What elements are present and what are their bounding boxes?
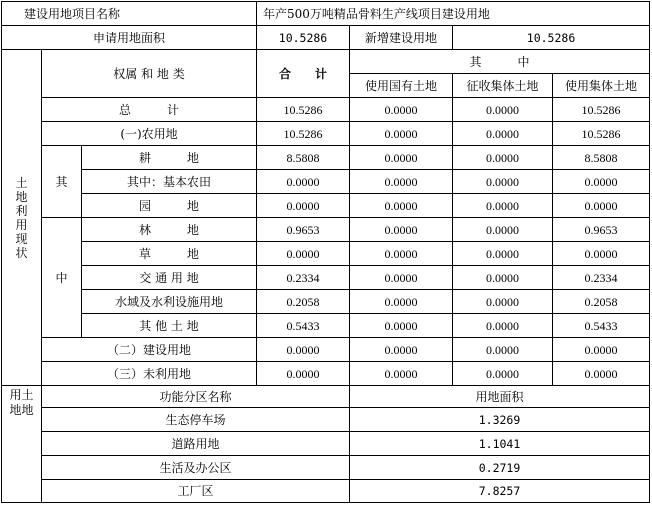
zone-area: 1.3269 — [350, 408, 650, 432]
table-row — [2, 194, 650, 218]
land-status-side-label — [2, 50, 42, 386]
row-label: 园 地 — [82, 194, 257, 218]
cell-collect: 0.0000 — [453, 266, 553, 290]
project-name-row — [2, 2, 650, 26]
cell-total: 0.0000 — [257, 338, 350, 362]
cell-total: 0.0000 — [257, 194, 350, 218]
cell-total: 0.0000 — [257, 242, 350, 266]
cell-total: 0.2334 — [257, 266, 350, 290]
cell-collective: 0.0000 — [553, 362, 650, 386]
cell-collect: 0.0000 — [453, 194, 553, 218]
cell-collective: 0.5433 — [553, 314, 650, 338]
cell-state: 0.0000 — [350, 122, 453, 146]
cell-collective: 0.0000 — [553, 194, 650, 218]
cell-state: 0.0000 — [350, 290, 453, 314]
table-row — [2, 218, 650, 242]
cell-total: 10.5286 — [257, 122, 350, 146]
cell-state: 0.0000 — [350, 194, 453, 218]
cell-collective: 0.2334 — [553, 266, 650, 290]
cell-collective: 10.5286 — [553, 98, 650, 122]
new-construction-label: 新增建设用地 — [350, 26, 453, 50]
cell-collect: 0.0000 — [453, 338, 553, 362]
cell-collect: 0.0000 — [453, 314, 553, 338]
zone-area: 1.1041 — [350, 432, 650, 456]
cell-collective: 10.5286 — [553, 122, 650, 146]
row-label: 耕 地 — [82, 146, 257, 170]
side-char: 现 — [15, 231, 28, 246]
new-construction-value: 10.5286 — [453, 26, 650, 50]
header-total: 合 计 — [257, 50, 350, 98]
zone-area: 0.2719 — [350, 456, 650, 480]
cell-total: 0.2058 — [257, 290, 350, 314]
table-row — [2, 362, 650, 386]
header-category: 权属 和 地 类 — [42, 50, 257, 98]
cell-collect: 0.0000 — [453, 146, 553, 170]
header-row-1 — [2, 50, 650, 74]
table-row — [2, 338, 650, 362]
table-row — [2, 98, 650, 122]
zone-area-header: 用地面积 — [350, 386, 650, 408]
side-char: 状 — [15, 245, 28, 260]
table-row — [2, 170, 650, 194]
header-among: 其 中 — [350, 50, 650, 74]
cell-state: 0.0000 — [350, 98, 453, 122]
cell-state: 0.0000 — [350, 362, 453, 386]
table-row — [2, 146, 650, 170]
cell-state: 0.0000 — [350, 218, 453, 242]
cell-total: 0.0000 — [257, 170, 350, 194]
table-row — [2, 266, 650, 290]
cell-collective: 0.0000 — [553, 338, 650, 362]
side-char: 土 — [15, 175, 28, 190]
cell-state: 0.0000 — [350, 146, 453, 170]
row-label: 交 通 用 地 — [82, 266, 257, 290]
zone-name: 工厂区 — [42, 480, 350, 503]
project-name-value: 年产500万吨精品骨料生产线项目建设用地 — [257, 2, 650, 26]
zone-area: 7.8257 — [350, 480, 650, 503]
cell-collective: 0.0000 — [553, 170, 650, 194]
cell-collect: 0.0000 — [453, 362, 553, 386]
zone-name-header: 功能分区名称 — [42, 386, 350, 408]
zone-header-row — [2, 386, 650, 408]
apply-area-value: 10.5286 — [257, 26, 350, 50]
zone-row — [2, 408, 650, 432]
row-label: 水域及水利设施用地 — [82, 290, 257, 314]
cell-collect: 0.0000 — [453, 242, 553, 266]
cell-state: 0.0000 — [350, 266, 453, 290]
row-label: 总 计 — [42, 98, 257, 122]
cell-state: 0.0000 — [350, 170, 453, 194]
apply-area-label: 申请用地面积 — [2, 26, 257, 50]
cell-collect: 0.0000 — [453, 98, 553, 122]
apply-area-row — [2, 26, 650, 50]
table-row — [2, 290, 650, 314]
table-row — [2, 314, 650, 338]
row-label: （二）建设用地 — [42, 338, 257, 362]
row-label: 林 地 — [82, 218, 257, 242]
row-label: （三）未利用地 — [42, 362, 257, 386]
zone-row — [2, 480, 650, 503]
land-use-table — [1, 1, 650, 503]
cell-total: 8.5808 — [257, 146, 350, 170]
land-use-side-label — [2, 386, 42, 503]
side-char: 地地 — [9, 403, 34, 417]
cell-collective: 0.2058 — [553, 290, 650, 314]
zone-name: 道路用地 — [42, 432, 350, 456]
side-char: 用土 — [9, 388, 34, 402]
zone-row — [2, 456, 650, 480]
side-char: 用 — [15, 217, 28, 232]
cell-collect: 0.0000 — [453, 122, 553, 146]
cell-collect: 0.0000 — [453, 170, 553, 194]
side-qi: 其 — [42, 146, 82, 218]
row-label: 其 他 土 地 — [82, 314, 257, 338]
cell-total: 0.5433 — [257, 314, 350, 338]
row-label: 其中：基本农田 — [82, 170, 257, 194]
cell-collect: 0.0000 — [453, 218, 553, 242]
cell-total: 10.5286 — [257, 98, 350, 122]
zone-row — [2, 432, 650, 456]
side-zhong: 中 — [42, 218, 82, 338]
zone-name: 生态停车场 — [42, 408, 350, 432]
cell-collective: 8.5808 — [553, 146, 650, 170]
cell-state: 0.0000 — [350, 338, 453, 362]
cell-state: 0.0000 — [350, 314, 453, 338]
table-row — [2, 242, 650, 266]
row-label: (一)农用地 — [42, 122, 257, 146]
cell-collective: 0.9653 — [553, 218, 650, 242]
header-col-collect: 征收集体土地 — [453, 74, 553, 98]
cell-collective: 0.0000 — [553, 242, 650, 266]
cell-total: 0.0000 — [257, 362, 350, 386]
cell-total: 0.9653 — [257, 218, 350, 242]
zone-name: 生活及办公区 — [42, 456, 350, 480]
row-label: 草 地 — [82, 242, 257, 266]
header-col-state: 使用国有土地 — [350, 74, 453, 98]
cell-state: 0.0000 — [350, 242, 453, 266]
table-row — [2, 122, 650, 146]
cell-collect: 0.0000 — [453, 290, 553, 314]
side-char: 利 — [15, 203, 28, 218]
side-char: 地 — [15, 189, 28, 204]
project-name-label: 建设用地项目名称 — [2, 2, 257, 26]
header-col-collective: 使用集体土地 — [553, 74, 650, 98]
